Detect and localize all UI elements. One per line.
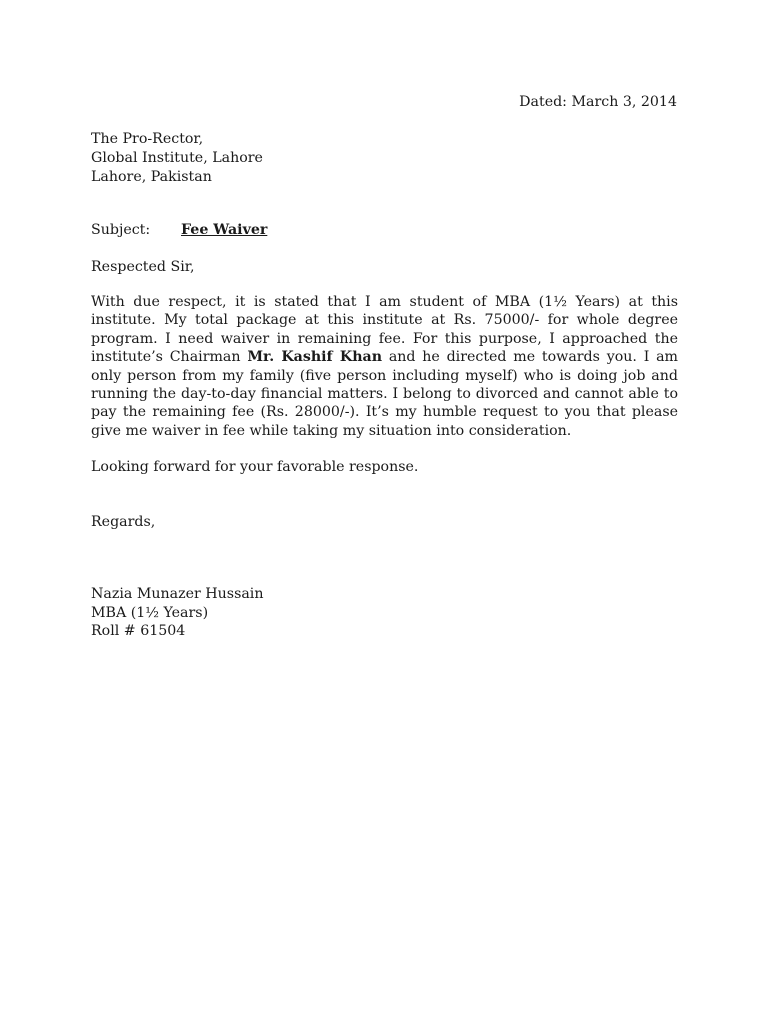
letter-date: Dated: March 3, 2014 (519, 94, 677, 110)
closing-line: Looking forward for your favorable response. (91, 459, 419, 475)
chairman-name: Mr. Kashif Khan (247, 349, 383, 366)
signer-program: MBA (1½ Years) (91, 604, 209, 621)
body-text-part2: and he directed me towards you. I am only person from my family (five person including myself) who is doing job and running the day-to-day financial matters. I belong to divorced and cannot able to pay the remaining fee (Rs. 28000/-). It’s my humble request to you that please give me waiver in fee while taking my situation into consideration. (91, 349, 678, 439)
recipient-institute: Global Institute, Lahore (91, 150, 263, 166)
body-text-part1: With due respect, it is stated that I am student of MBA (1½ Years) at this institute. My total package at this institute at Rs. 75000/- for whole degree program. I need waiver in remaining fee. For this purpose, I approached the institute’s Chairman (91, 294, 678, 366)
recipient-city: Lahore, Pakistan (91, 169, 212, 185)
signer-name: Nazia Munazer Hussain (91, 586, 264, 602)
subject-line (91, 221, 267, 240)
signer-roll-number: Roll # 61504 (91, 623, 186, 639)
signature-block (91, 585, 263, 641)
regards: Regards, (91, 514, 156, 530)
subject-label: Subject: (91, 222, 151, 238)
subject-value: Fee Waiver (181, 222, 268, 238)
body-paragraph (91, 293, 678, 440)
recipient-address (91, 130, 263, 187)
salutation: Respected Sir, (91, 259, 195, 275)
recipient-title: The Pro-Rector, (91, 131, 204, 147)
